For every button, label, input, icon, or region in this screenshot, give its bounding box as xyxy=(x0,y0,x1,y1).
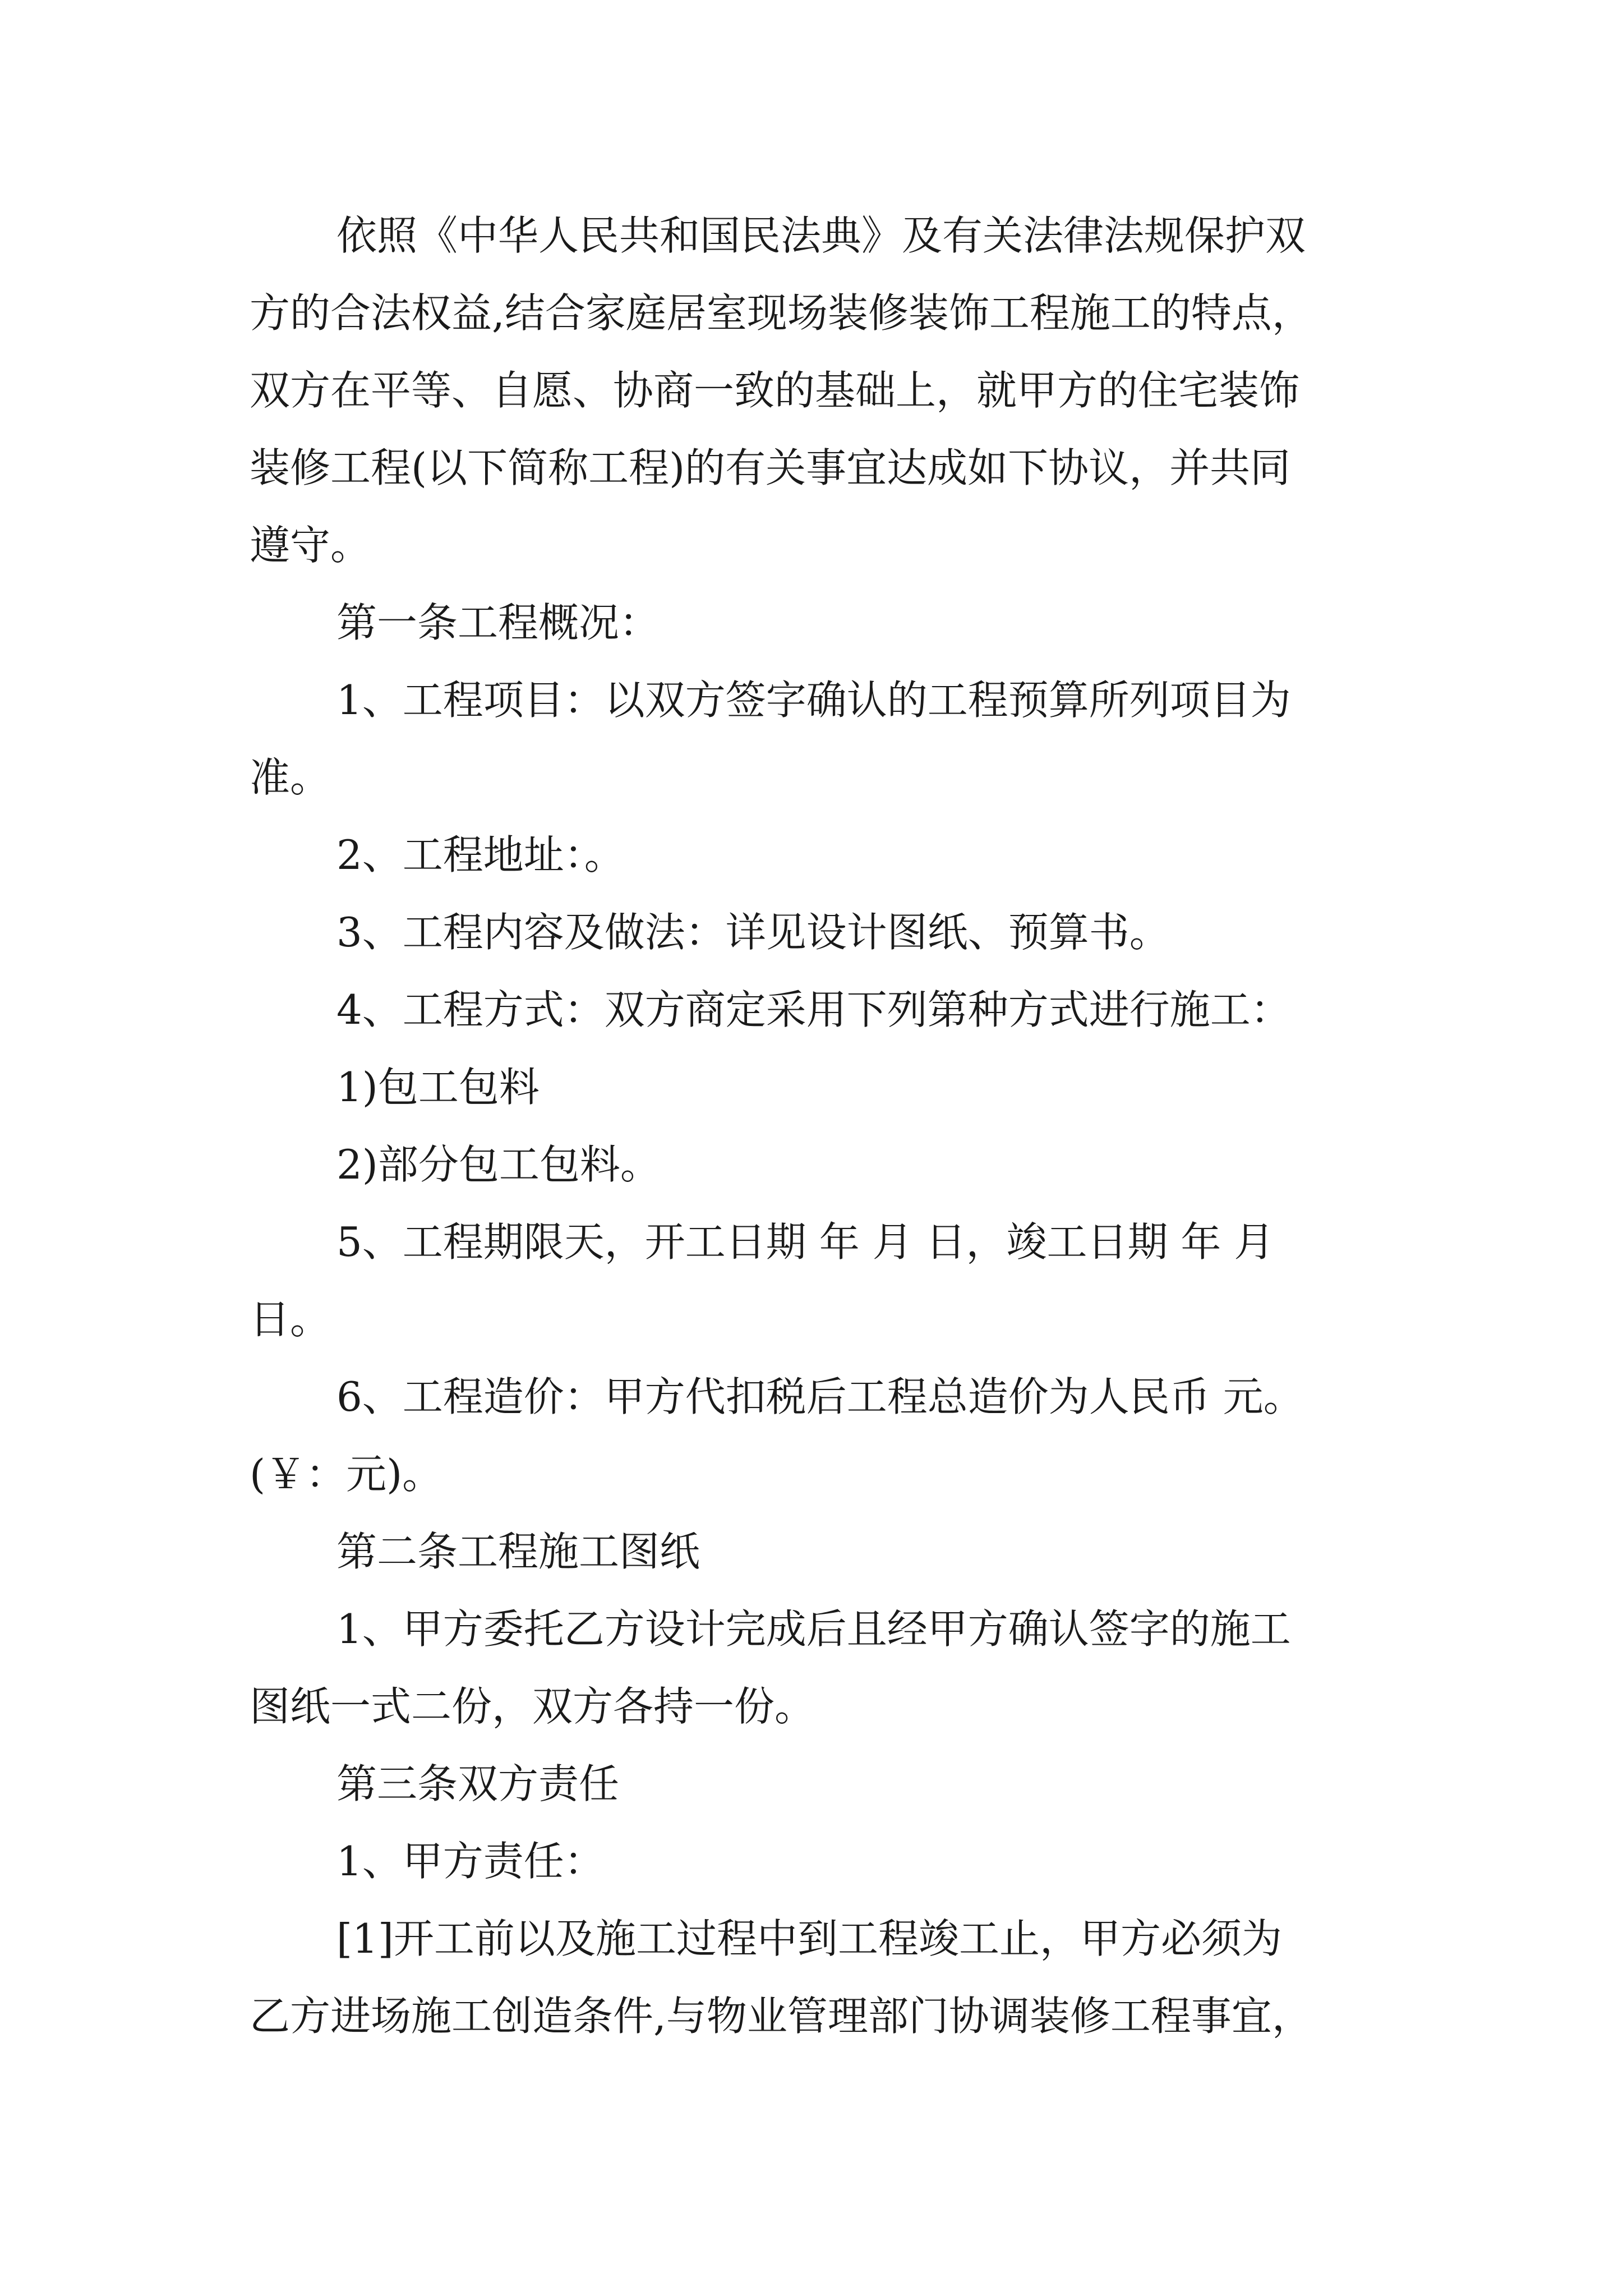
clause-1-2: 2、工程地址：。 xyxy=(336,831,625,878)
section-heading-1: 第一条工程概况： xyxy=(336,599,660,646)
paragraph-line-4: 装修工程(以下简称工程)的有关事宜达成如下协议，并共同 xyxy=(250,444,1291,491)
paragraph-line-2: 方的合法权益,结合家庭居室现场装修装饰工程施工的特点， xyxy=(250,289,1312,337)
clause-1-1: 1、工程项目：以双方签字确认的工程预算所列项目为 xyxy=(336,677,1291,724)
clause-3-1: 1、甲方责任： xyxy=(336,1838,605,1885)
paragraph-line-5: 遵守。 xyxy=(250,522,371,569)
clause-1-5: 5、工程期限天，开工日期 年 月 日，竣工日期 年 月 xyxy=(336,1218,1275,1266)
clause-3-1-item-1: [1]开工前以及施工过程中到工程竣工止，甲方必须为 xyxy=(336,1915,1282,1962)
section-heading-2: 第二条工程施工图纸 xyxy=(336,1528,700,1575)
section-heading-3: 第三条双方责任 xyxy=(336,1760,620,1807)
clause-2-1: 1、甲方委托乙方设计完成后且经甲方确认签字的施工 xyxy=(336,1605,1291,1653)
paragraph-line-3: 双方在平等、自愿、协商一致的基础上，就甲方的住宅装饰 xyxy=(250,367,1300,414)
clause-1-1-cont: 准。 xyxy=(250,754,331,801)
clause-1-4-option-1: 1)包工包料 xyxy=(336,1064,540,1111)
paragraph-line-1: 依照《中华人民共和国民法典》及有关法律法规保护双 xyxy=(336,212,1306,259)
clause-1-6: 6、工程造价：甲方代扣税后工程总造价为人民币 元。 xyxy=(336,1373,1304,1420)
clause-1-5-cont: 日。 xyxy=(250,1296,331,1343)
clause-1-4: 4、工程方式：双方商定采用下列第种方式进行施工： xyxy=(336,986,1291,1033)
clause-1-4-option-2: 2)部分包工包料。 xyxy=(336,1141,661,1188)
clause-1-6-cont: (￥：元)。 xyxy=(250,1451,443,1498)
clause-2-1-cont: 图纸一式二份，双方各持一份。 xyxy=(250,1683,815,1730)
clause-3-1-item-1-cont: 乙方进场施工创造条件,与物业管理部门协调装修工程事宜， xyxy=(250,1993,1312,2040)
clause-1-3: 3、工程内容及做法：详见设计图纸、预算书。 xyxy=(336,909,1170,956)
